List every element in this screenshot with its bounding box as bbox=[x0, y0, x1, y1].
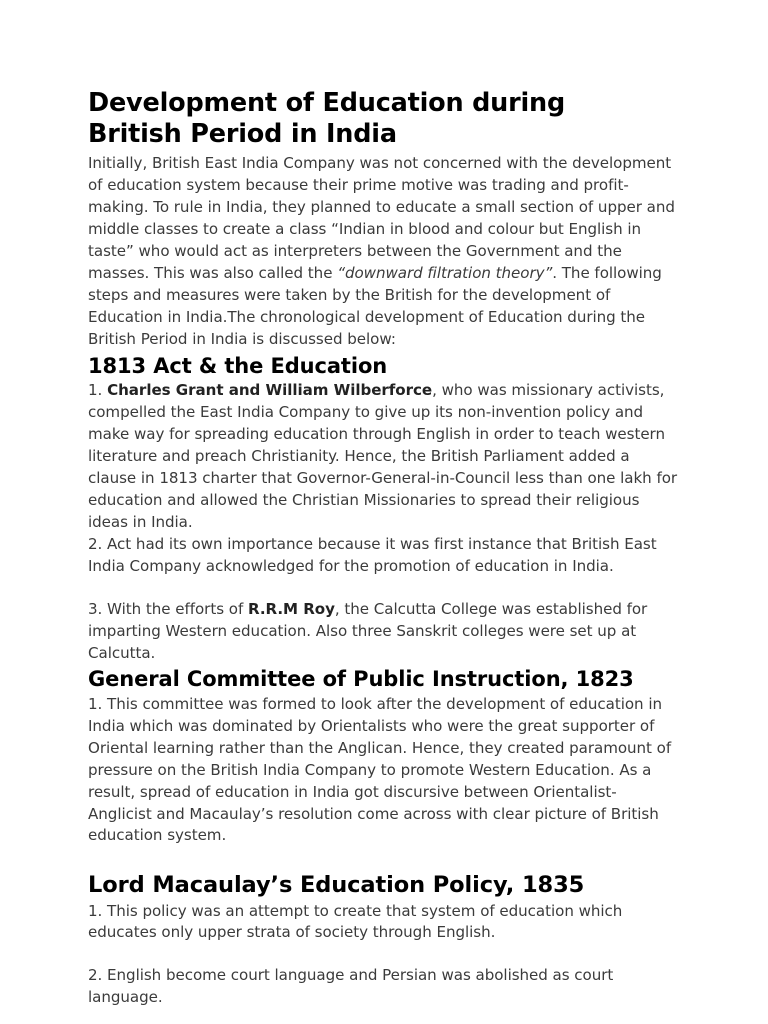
list-item bbox=[88, 599, 678, 665]
section-heading-1813-act: 1813 Act & the Education bbox=[88, 353, 388, 378]
downward-filtration-theory-emphasis: “downward filtration theory” bbox=[337, 263, 553, 282]
section-heading-general-committee: General Committee of Public Instruction, 1823 bbox=[88, 667, 634, 692]
paragraph-spacer bbox=[88, 847, 678, 868]
page-title: Development of Education during British Period in India bbox=[88, 88, 566, 150]
item-prefix: 1. This committee was formed to look after the development of education in India which was dominated by Orientalists who were the great supporter of Oriental learning rather than the Anglican. Hence, they created paramount of pressure on the British India Company to promote Western Education. As a result, spread of education in India got discursive between Orientalist-Anglicist and Macaulay’s resolution come across with clear picture of British education system. bbox=[88, 694, 672, 845]
item-bold-term: R.R.M Roy bbox=[247, 599, 335, 618]
list-item bbox=[88, 694, 678, 848]
paragraph-spacer bbox=[88, 944, 678, 965]
list-item bbox=[88, 534, 678, 578]
intro-text-part-1: Initially, British East India Company was not concerned with the development of education system because their prime motive was trading and profit-making. To rule in India, they planned to educate a small section of upper and middle classes to create a class “Indian in blood and colour but English in taste” who would act as interpreters between the Government and the masses. This was also called the bbox=[88, 154, 675, 282]
item-bold-term: Charles Grant and William Wilberforce bbox=[107, 381, 433, 400]
item-rest: , the Calcutta College was established for imparting Western education. Also three Sanskrit colleges were set up at Calcutta. bbox=[88, 599, 648, 662]
list-item bbox=[88, 901, 678, 945]
list-item bbox=[88, 965, 678, 1009]
item-prefix: 3. With the efforts of bbox=[88, 599, 248, 618]
item-prefix: 2. English become court language and Persian was abolished as court language. bbox=[88, 966, 614, 1007]
item-prefix: 2. Act had its own importance because it was first instance that British East India Company acknowledged for the promotion of education in India. bbox=[88, 534, 657, 575]
list-item bbox=[88, 380, 678, 534]
item-rest: , who was missionary activists, compelled the East India Company to give up its non-invention policy and make way for spreading education through English in order to teach western literature and preach Christianity. Hence, the British Parliament added a clause in 1813 charter that Governor-General-in-Council less than one lakh for education and allowed the Christian Missionaries to spread their religious ideas in India. bbox=[88, 381, 678, 531]
paragraph-spacer bbox=[88, 578, 678, 599]
intro-paragraph bbox=[88, 153, 678, 351]
item-prefix: 1. This policy was an attempt to create that system of education which educates only upper strata of society through English. bbox=[88, 901, 623, 942]
section-heading-lord-macaulay: Lord Macaulay’s Education Policy, 1835 bbox=[88, 872, 585, 899]
intro-text-part-2: . The following steps and measures were taken by the British for the development of Education in India.The chronological development of Education during the British Period in India is discussed below: bbox=[88, 263, 662, 348]
item-prefix: 1. bbox=[88, 381, 108, 400]
